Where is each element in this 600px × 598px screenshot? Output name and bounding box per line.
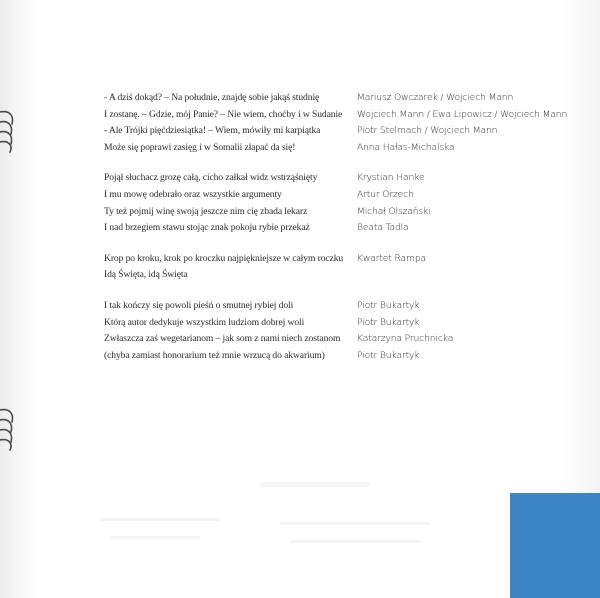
author-credit: Michał Olszański (357, 205, 431, 217)
author-credit: Piotr Bukartyk (357, 299, 420, 311)
stanza (104, 172, 590, 238)
lyric-text: Którą autor dedykuje wszystkim ludziom dobrej woli (104, 316, 305, 328)
verse-line (104, 142, 590, 159)
verse-line (104, 92, 590, 109)
author-credit: Anna Hałas-Michalska (357, 141, 455, 153)
author-credit: Piotr Bukartyk (357, 349, 420, 361)
verse-line (104, 333, 590, 350)
verse-line (104, 317, 590, 334)
lyric-text: Zwłaszcza zaś wegetarianom – jak som z nami niech zostanom (104, 333, 341, 345)
author-credit: Piotr Bukartyk (357, 316, 420, 328)
verse-line (104, 172, 590, 189)
lyric-text: - Ale Trójki pięćdziesiątka! – Wiem, mówiły mi karpiątka (104, 125, 321, 137)
stanza (104, 92, 590, 158)
lyric-text: I tak kończy się powoli pieśń o smutnej rybiej doli (104, 299, 294, 311)
author-credit: Artur Orzech (357, 188, 414, 200)
author-credit: Kwartet Rampa (357, 252, 426, 264)
verse-line (104, 253, 590, 270)
verse-line (104, 125, 590, 142)
lyric-text: Ty też pojmij winę swoją jeszcze nim cię zbada lekarz (104, 205, 308, 217)
verse-line (104, 206, 590, 223)
verse-line (104, 109, 590, 126)
lyric-text: Idą Święta, idą Święta (104, 269, 188, 281)
lyric-text: Pojął słuchacz grozę całą, cicho załkał widz wstrząśnięty (104, 172, 318, 184)
blue-corner-block (510, 493, 600, 598)
lyric-text: Krop po kroku, krok po kroczku najpiękniejsze w całym roczku (104, 252, 344, 264)
verse-line (104, 189, 590, 206)
author-credit: Mariusz Owczarek / Wojciech Mann (357, 92, 514, 103)
verse-line (104, 350, 590, 367)
lyric-text: - A dziś dokąd? – Na południe, znajdę sobie jakąś studnię (104, 92, 320, 103)
stanza (104, 253, 590, 286)
spiral-binding-ring-icon (0, 108, 18, 154)
lyric-text: (chyba zamiast honorarium też mnie wrzucą do akwarium) (104, 349, 325, 361)
show-through-print (80, 470, 480, 570)
verse-line (104, 269, 590, 286)
verse-line (104, 222, 590, 239)
author-credit: Krystian Hanke (357, 172, 425, 184)
lyric-text: I zostanę. – Gdzie, mój Panie? – Nie wiem, choćby i w Sudanie (104, 108, 343, 120)
spiral-binding-ring-icon (0, 406, 18, 452)
lyric-text: I mu mowę odebrało oraz wszystkie argumenty (104, 188, 282, 200)
lyrics-credits-list (104, 92, 590, 380)
author-credit: Wojciech Mann / Ewa Lipowicz / Wojciech Mann (357, 108, 568, 120)
lyric-text: I nad brzegiem stawu stojąc znak pokoju rybie przekaż (104, 222, 310, 234)
lyric-text: Może się poprawi zasięg i w Somalii złapać da się! (104, 141, 296, 153)
author-credit: Beata Tadla (357, 222, 409, 234)
author-credit: Katarzyna Pruchnicka (357, 333, 454, 345)
stanza (104, 300, 590, 366)
author-credit: Piotr Stelmach / Wojciech Mann (357, 125, 498, 137)
verse-line (104, 300, 590, 317)
